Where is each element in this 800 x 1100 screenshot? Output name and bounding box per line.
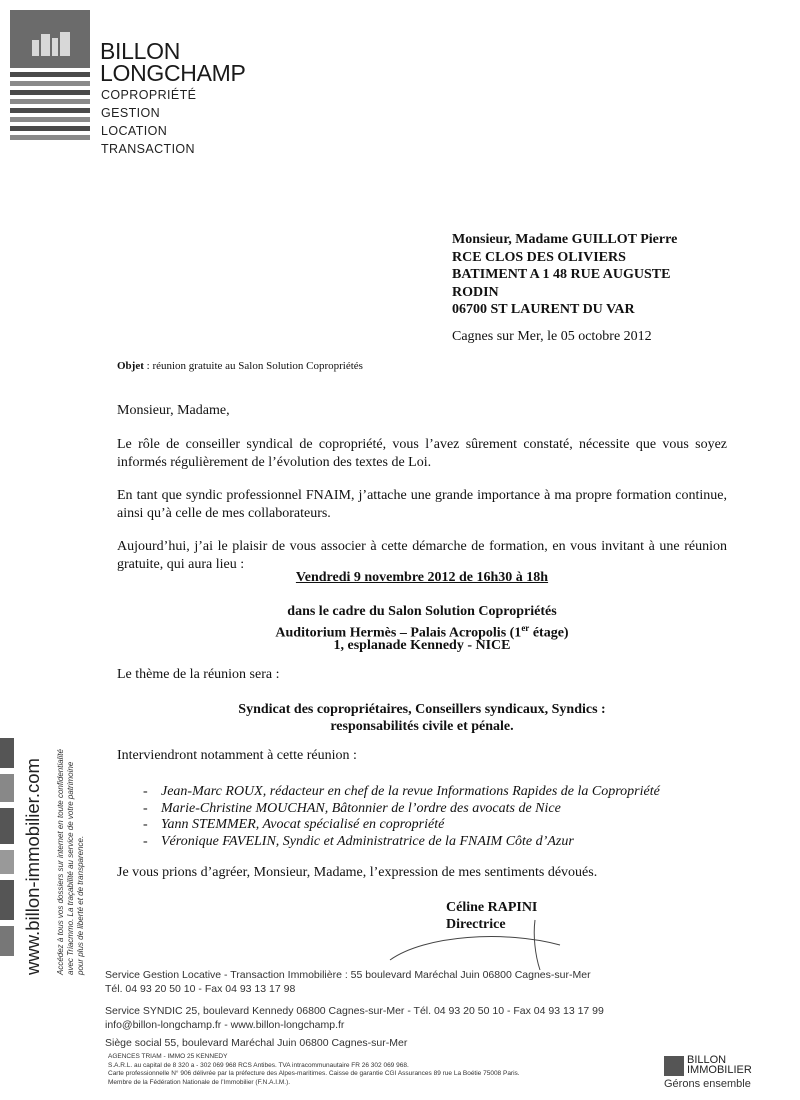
service-copropriete: COPROPRIÉTÉ	[101, 88, 197, 102]
recipient-line: Monsieur, Madame GUILLOT Pierre	[452, 232, 678, 247]
speaker-text: Yann STEMMER, Avocat spécialisé en copropriété	[161, 817, 445, 832]
service-location: LOCATION	[101, 124, 168, 138]
signer-name: Céline RAPINI	[446, 900, 538, 915]
brand-services	[101, 86, 196, 158]
handwritten-signature	[385, 915, 585, 975]
legal-fine-print	[108, 1053, 520, 1087]
footer-logo-tagline: Gérons ensemble	[664, 1078, 751, 1090]
footer-logo-mark	[664, 1056, 684, 1076]
recipient-line: 06700 ST LAURENT DU VAR	[452, 302, 635, 317]
footer-logo-line: IMMOBILIER	[687, 1064, 752, 1076]
legal-line: Membre de la Fédération Nationale de l’Immobilier (F.N.A.I.M.).	[108, 1078, 291, 1086]
list-item: - Yann STEMMER, Avocat spécialisé en copropriété	[143, 817, 445, 832]
theme-line-1: Syndicat des copropriétaires, Conseillers syndicaux, Syndics :	[238, 702, 606, 717]
speaker-text: Véronique FAVELIN, Syndic et Administratrice de la FNAIM Côte d’Azur	[161, 833, 574, 849]
legal-line: S.A.R.L. au capital de 8 320 a - 302 069 968 RCS Antibes. TVA intracommunautaire FR 26 302 069 968.	[108, 1061, 409, 1069]
speaker-text: Marie-Christine MOUCHAN, Bâtonnier de l’ordre des avocats de Nice	[161, 800, 561, 816]
signer-title: Directrice	[446, 917, 506, 932]
footer-email-web: info@billon-longchamp.fr - www.billon-longchamp.fr	[105, 1019, 345, 1031]
venue-line-3: 1, esplanade Kennedy - NICE	[333, 638, 511, 653]
venue-line-2-text: Auditorium Hermès – Palais Acropolis (1	[275, 625, 522, 641]
legal-line: Carte professionnelle N° 906 délivrée par la préfecture des Alpes-maritimes. Caisse de garantie CGI Assurances 89 rue La Boétie 75008 Paris.	[108, 1070, 520, 1077]
footer-logo-name	[687, 1055, 752, 1075]
paragraph-3: Aujourd’hui, j’ai le plaisir de vous associer à cette démarche de formation, en vous invitant à une réunion gratuite, qui aura lieu :	[117, 539, 727, 572]
side-fine-line: Accédez à tous vos dossiers sur internet en toute confidentialité	[56, 749, 65, 975]
footer-line: Siège social 55, boulevard Maréchal Juin 06800 Cagnes-sur-Mer	[105, 1037, 408, 1049]
service-gestion: GESTION	[101, 106, 161, 120]
brand-name-line2: LONGCHAMP	[100, 60, 246, 86]
brand-name	[100, 40, 246, 84]
footer-line: Service Gestion Locative - Transaction Immobilière : 55 boulevard Maréchal Juin 06800 Cagnes-sur-Mer	[105, 969, 591, 981]
footer-line: Service SYNDIC 25, boulevard Kennedy 06800 Cagnes-sur-Mer - Tél. 04 93 20 50 10 - Fax 04 93 13 17 99	[105, 1005, 604, 1017]
event-date-wrap	[117, 569, 727, 586]
side-website: www.billon-immobilier.com	[22, 758, 43, 975]
service-transaction: TRANSACTION	[101, 142, 195, 156]
list-item: - Véronique FAVELIN, Syndic et Administratrice de la FNAIM Côte d’Azur	[143, 833, 574, 849]
list-item: - Marie-Christine MOUCHAN, Bâtonnier de l’ordre des avocats de Nice	[143, 800, 561, 816]
subject-line	[117, 360, 363, 372]
paragraph-1: Le rôle de conseiller syndical de copropriété, vous l’avez sûrement constaté, nécessite que vous soyez informés régulièrement de l’évolution des textes de Loi.	[117, 437, 727, 470]
recipient-address	[452, 231, 677, 319]
logo-building-mark	[10, 10, 90, 68]
place-date: Cagnes sur Mer, le 05 octobre 2012	[452, 329, 652, 344]
footer-logo-line: BILLON	[687, 1054, 727, 1066]
list-item: - Jean-Marc ROUX, rédacteur en chef de la revue Informations Rapides de la Copropriété	[143, 784, 660, 799]
recipient-line: RODIN	[452, 284, 499, 300]
paragraph-2: En tant que syndic professionnel FNAIM, j’attache une grande importance à ma propre formation continue, ainsi qu’à celle de mes collaborateurs.	[117, 488, 727, 521]
logo-stripes	[10, 72, 90, 144]
recipient-line: RCE CLOS DES OLIVIERS	[452, 249, 626, 265]
salutation: Monsieur, Madame,	[117, 403, 230, 418]
venue-line-1: dans le cadre du Salon Solution Copropriétés	[287, 604, 557, 619]
subject-label: Objet	[117, 360, 144, 372]
speakers-list	[143, 784, 660, 850]
venue-line-2-sup: er	[521, 623, 530, 633]
footer-line: Tél. 04 93 20 50 10 - Fax 04 93 13 17 98	[105, 983, 296, 995]
side-decoration-bars	[0, 738, 14, 988]
brand-name-line1: BILLON	[100, 38, 181, 64]
event-date: Vendredi 9 novembre 2012 de 16h30 à 18h	[295, 570, 549, 585]
legal-line: AGENCES TRIAM - IMMO 25 KENNEDY	[108, 1053, 228, 1060]
side-fine-line: pour plus de liberté et de transparence.	[76, 835, 85, 975]
subject-text: : réunion gratuite au Salon Solution Copropriétés	[143, 360, 363, 372]
closing-formula: Je vous prions d’agréer, Monsieur, Madame, l’expression de mes sentiments dévoués.	[117, 865, 598, 880]
side-fine-print	[56, 749, 86, 975]
recipient-line: BATIMENT A 1 48 RUE AUGUSTE	[452, 267, 671, 282]
speakers-intro: Interviendront notamment à cette réunion :	[117, 748, 357, 763]
side-fine-line: avec Triacmmo. La traçabilité au service de votre patrimoine	[66, 761, 75, 975]
speaker-text: Jean-Marc ROUX, rédacteur en chef de la revue Informations Rapides de la Copropriété	[161, 784, 660, 799]
venue-line-2-end: étage)	[529, 625, 569, 641]
footer-contacts	[105, 968, 604, 1050]
theme-line-2: responsabilités civile et pénale.	[330, 719, 514, 734]
theme-intro: Le thème de la réunion sera :	[117, 667, 280, 682]
company-logo	[10, 10, 90, 155]
